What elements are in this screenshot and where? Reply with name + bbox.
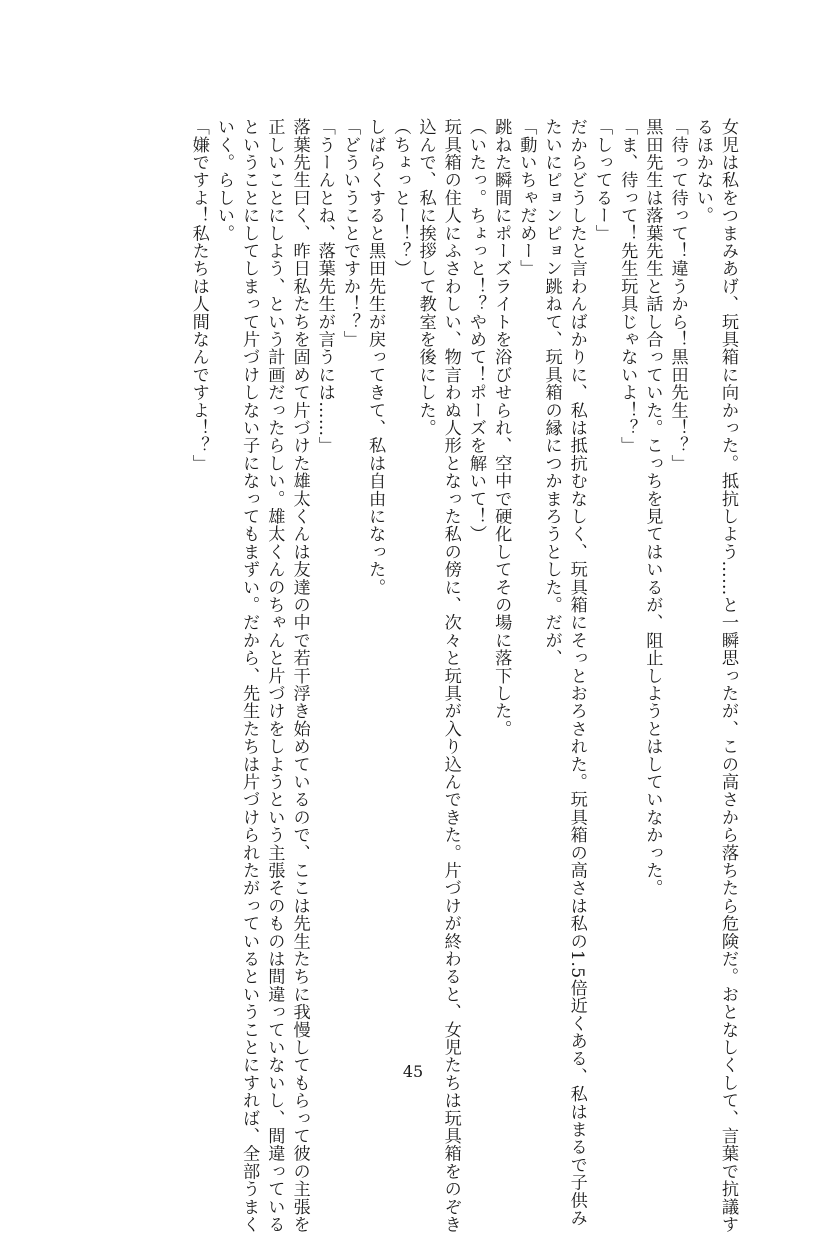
text-line: 「しってるー」: [591, 118, 612, 242]
text-line: 黒田先生は落葉先生と話し合っていた。こっちを見てはいるが、阻止しようとはしていなかった。: [642, 118, 663, 897]
text-line: いく。らしい。: [213, 118, 234, 242]
text-line: 込んで、私に挨拶して教室を後にした。: [415, 118, 436, 437]
text-line: 玩具箱の住人にふさわしい、物言わぬ人形となった私の傍に、次々と玩具が入り込んできた。片づけが終わると、女児たちは玩具箱をのぞき: [440, 118, 461, 1233]
text-line: ということにしてしまって片づけしない子になってもまずい。だから、先生たちは片づけられたがっているということにすれば、全部うまく: [239, 118, 260, 1233]
text-line: 「嫌ですよ！私たちは人間なんですよ！？」: [188, 118, 209, 472]
text-line: 「待って待って！違うから！黒田先生！？」: [667, 118, 688, 472]
text-line: 落葉先生曰く、昨日私たちを固めて片づけた雄太くんは友達の中で若干浮き始めているので、ここは先生たちに我慢してもらって彼の主張を: [289, 118, 310, 1233]
text-line: 「ま、待って！先生玩具じゃないよ！？」: [617, 118, 638, 455]
text-line: しばらくすると黒田先生が戻ってきて、私は自由になった。: [365, 118, 386, 596]
text-line: 女児は私をつまみあげ、玩具箱に向かった。抵抗しよう……と一瞬思ったが、この高さから落ちたら危険だ。おとなしくして、言葉で抗議す: [718, 118, 738, 1233]
page-number: 45: [402, 1062, 424, 1081]
text-line: 跳ねた瞬間にポーズライトを浴びせられ、空中で硬化してその場に落下した。: [491, 118, 512, 738]
text-line: （いたっ。ちょっと！？やめて！ポーズを解いて！）: [465, 118, 486, 543]
text-line: 「どういうことですか！？」: [339, 118, 360, 349]
text-line: （ちょっとー！？）: [390, 118, 411, 278]
text-line: 「うーんとね、落葉先生が言うには……」: [314, 118, 335, 455]
text-line: るほかない。: [692, 118, 713, 225]
text-line: たいにピョンピョン跳ねて、玩具箱の縁につかまろうとした。だが、: [541, 118, 562, 667]
text-line: 正しいことにしよう、という計画だったらしい。雄太くんのちゃんと片づけをしようという主張そのものは間違っていないし、間違っている: [264, 118, 285, 1233]
text-line: だからどうしたと言わんばかりに、私は抵抗むなしく、玩具箱にそっとおろされた。玩具箱の高さは私の1.5倍近くある、私はまるで子供み: [566, 118, 587, 1227]
text-line: 「動いちゃだめー」: [516, 118, 537, 278]
